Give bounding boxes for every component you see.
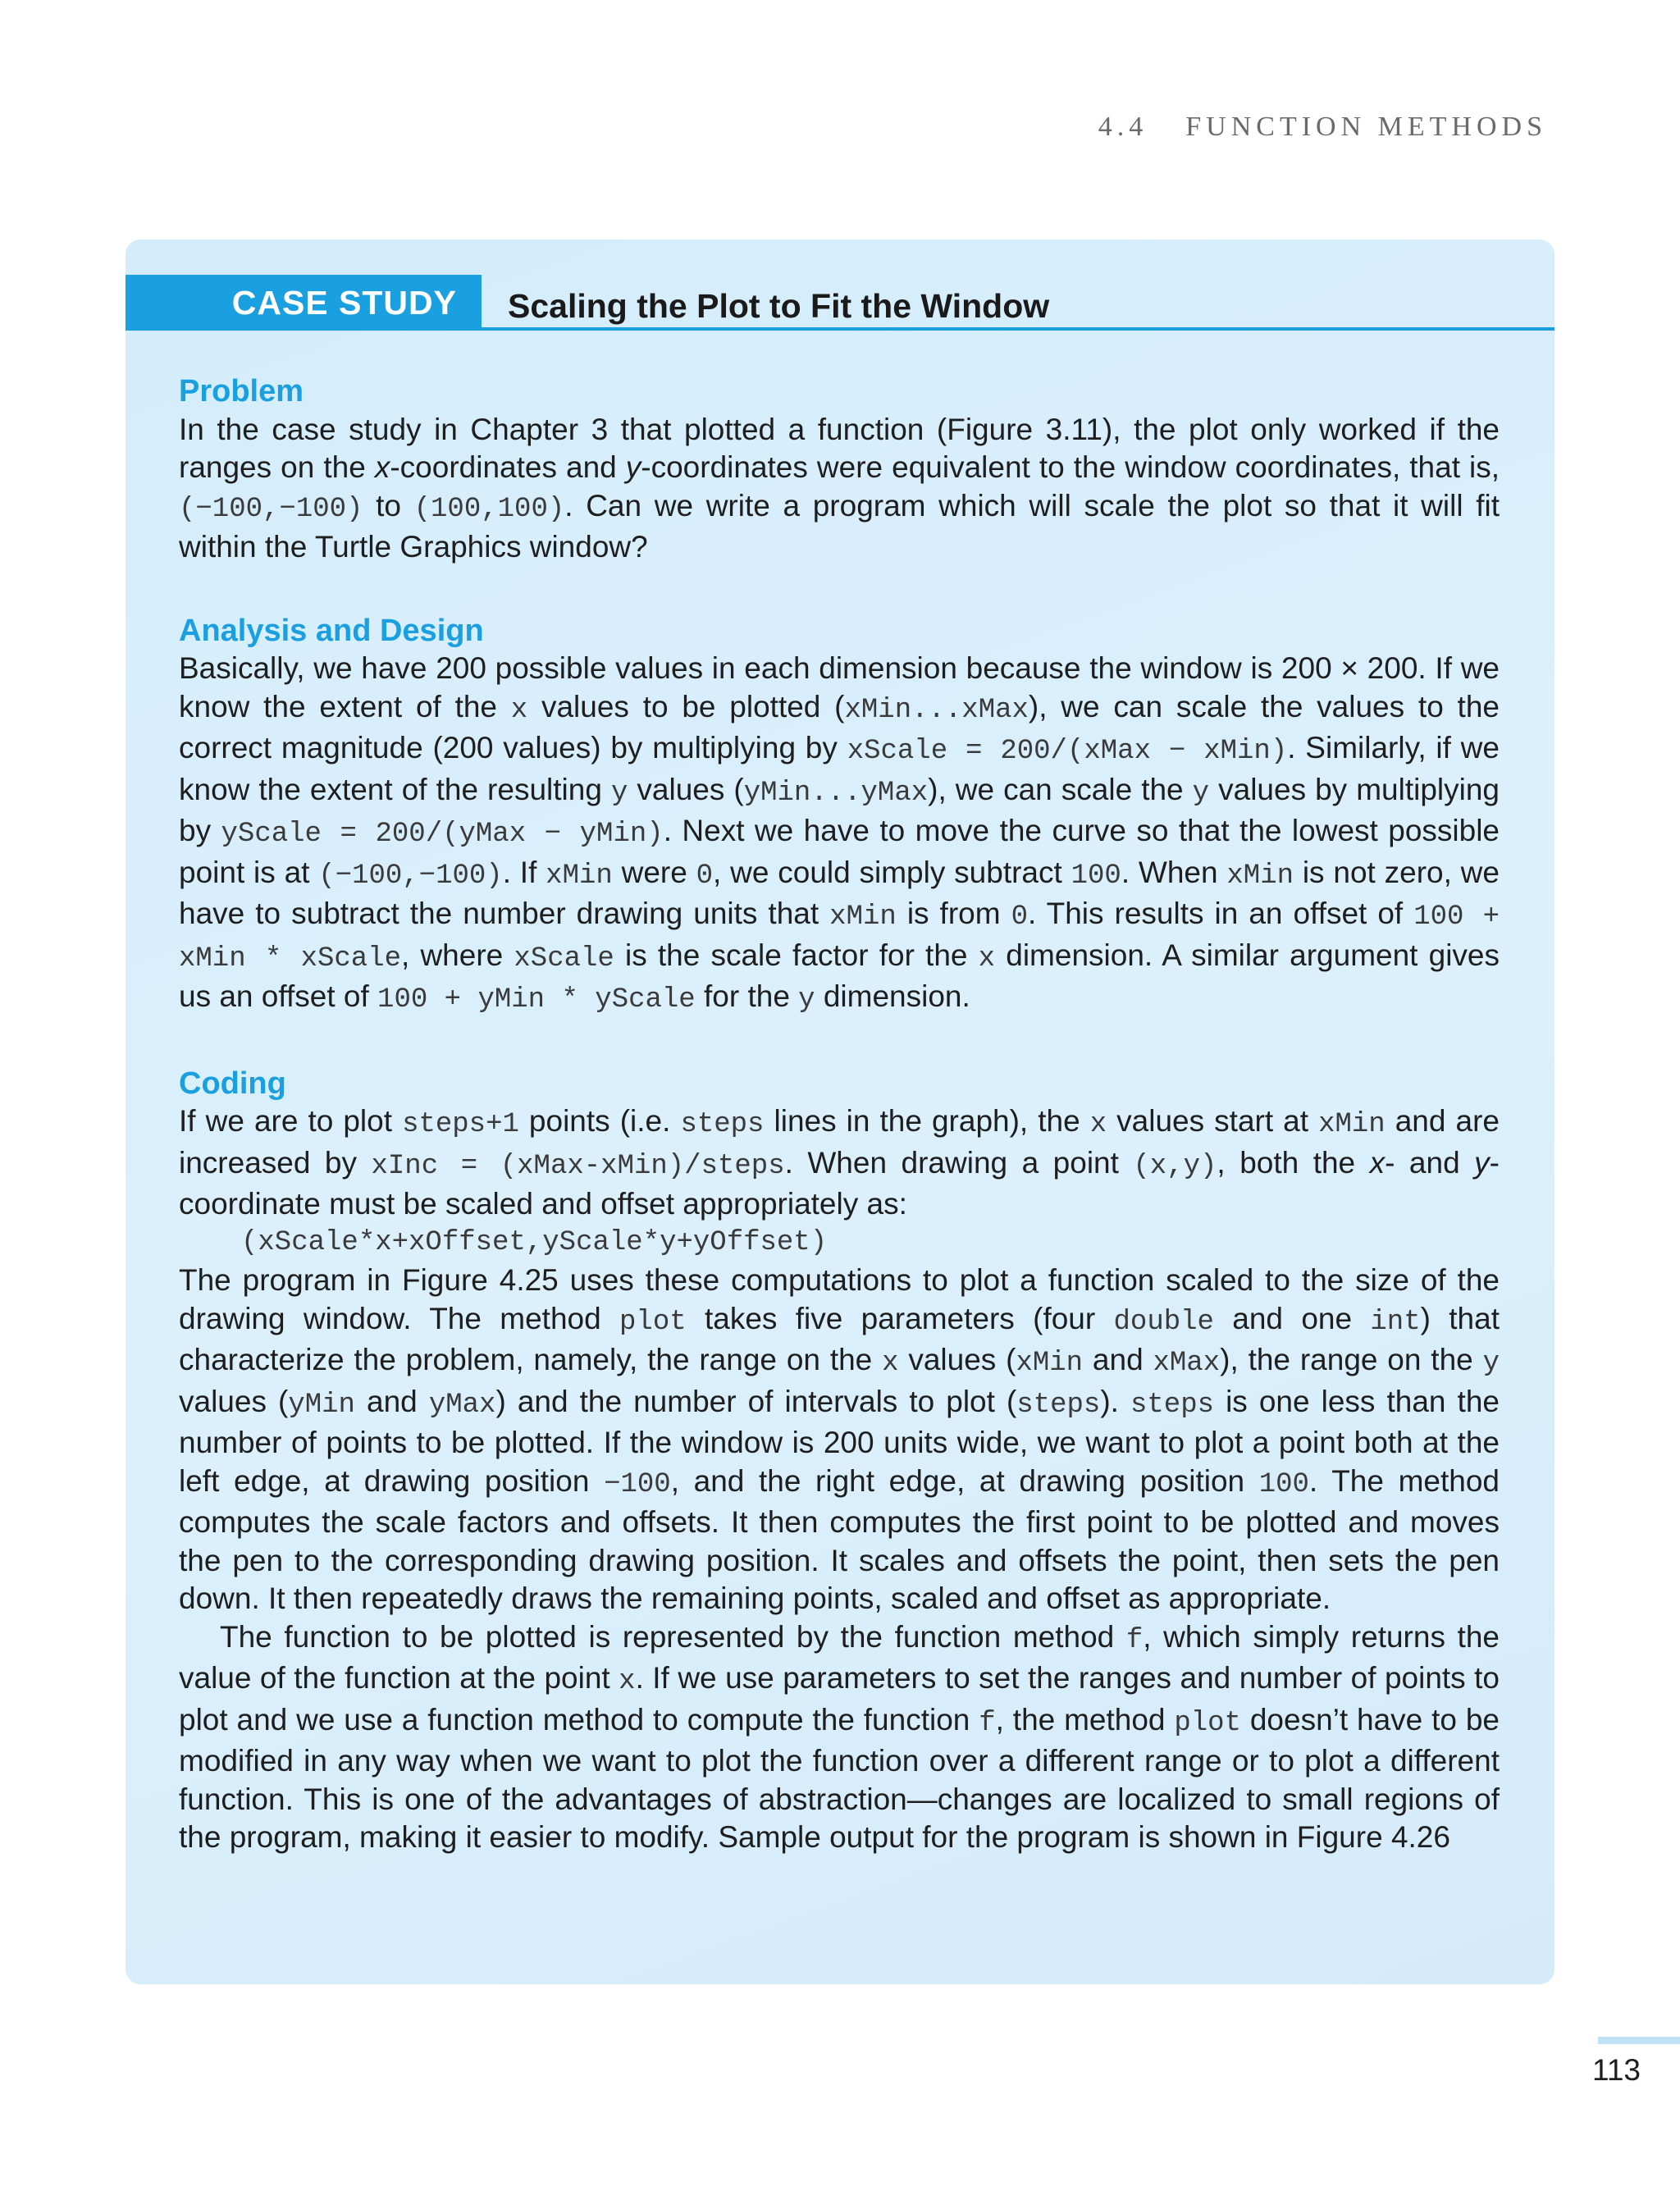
section-title: FUNCTION METHODS	[1185, 112, 1547, 142]
page-number-rule	[1598, 2037, 1680, 2044]
running-head	[1098, 112, 1547, 143]
coding-paragraph-2: The program in Figure 4.25 uses these computations to plot a function scaled to the size of the drawing window. The method plot takes five parameters (four double and one int) that characterize the problem, namely, the range on the x values (xMin and xMax), the range on the y values (yMin and yMax) and the number of intervals to plot (steps). steps is one less than the number of points to be plotted. If the window is 200 units wide, we want to plot a point both at the left edge, at drawing position −100, and the right edge, at drawing position 100. The method computes the scale factors and offsets. It then computes the first point to be plotted and moves the pen to the corresponding drawing position. It scales and offsets the point, then sets the pen down. It then repeatedly draws the remaining points, scaled and offset as appropriate.	[179, 1263, 1500, 1615]
offset-code-line: (xScale*x+xOffset,yScale*y+yOffset)	[241, 1226, 828, 1258]
page-number: 113	[1592, 2053, 1641, 2087]
case-study-tag: CASE STUDY	[126, 275, 482, 327]
coding-paragraph-3: The function to be plotted is represented by the function method f, which simply returns the value of the function at the point x. If we use parameters to set the ranges and number of points to plot and we use a function method to compute the function f, the method plot doesn’t have to be modified in any way when we want to plot the function over a different range or to plot a different function. This is one of the advantages of abstraction—changes are localized to small regions of the program, making it easier to modify. Sample output for the program is shown in Figure 4.26	[179, 1619, 1500, 1854]
coding-heading: Coding	[179, 1066, 286, 1101]
problem-paragraph: In the case study in Chapter 3 that plotted a function (Figure 3.11), the plot only worked if the ranges on the x-coordinates and y-coordinates were equivalent to the window coordinates, that is, (−100,−100) to (100,100). Can we write a program which will scale the plot so that it will fit within the Turtle Graphics window?	[179, 412, 1500, 564]
case-study-title: Scaling the Plot to Fit the Window	[508, 287, 1050, 325]
analysis-paragraph: Basically, we have 200 possible values in each dimension because the window is 200 × 200. If we know the extent of the x values to be plotted (xMin...xMax), we can scale the values to the correct magnitude (200 values) by multiplying by xScale = 200/(xMax − xMin). Similarly, if we know the extent of the resulting y values (yMin...yMax), we can scale the y values by multiplying by yScale = 200/(yMax − yMin). Next we have to move the curve so that the lowest possible point is at (−100,−100). If xMin were 0, we could simply subtract 100. When xMin is not zero, we have to subtract the number drawing units that xMin is from 0. This results in an offset of 100 + xMin * xScale, where xScale is the scale factor for the x dimension. A similar argument gives us an offset of 100 + yMin * yScale for the y dimension.	[179, 651, 1500, 1016]
coding-paragraph-1: If we are to plot steps+1 points (i.e. steps lines in the graph), the x values start at xMin and are increased by xInc = (xMax-xMin)/steps. When drawing a point (x,y), both the x- and y-coordinate must be scaled and offset appropriately as:	[179, 1104, 1500, 1221]
case-study-header	[126, 275, 1554, 331]
problem-heading: Problem	[179, 374, 304, 408]
analysis-heading: Analysis and Design	[179, 613, 484, 648]
case-study-content	[179, 372, 1500, 1857]
section-number: 4.4	[1098, 112, 1148, 142]
case-study-box	[126, 240, 1554, 1984]
